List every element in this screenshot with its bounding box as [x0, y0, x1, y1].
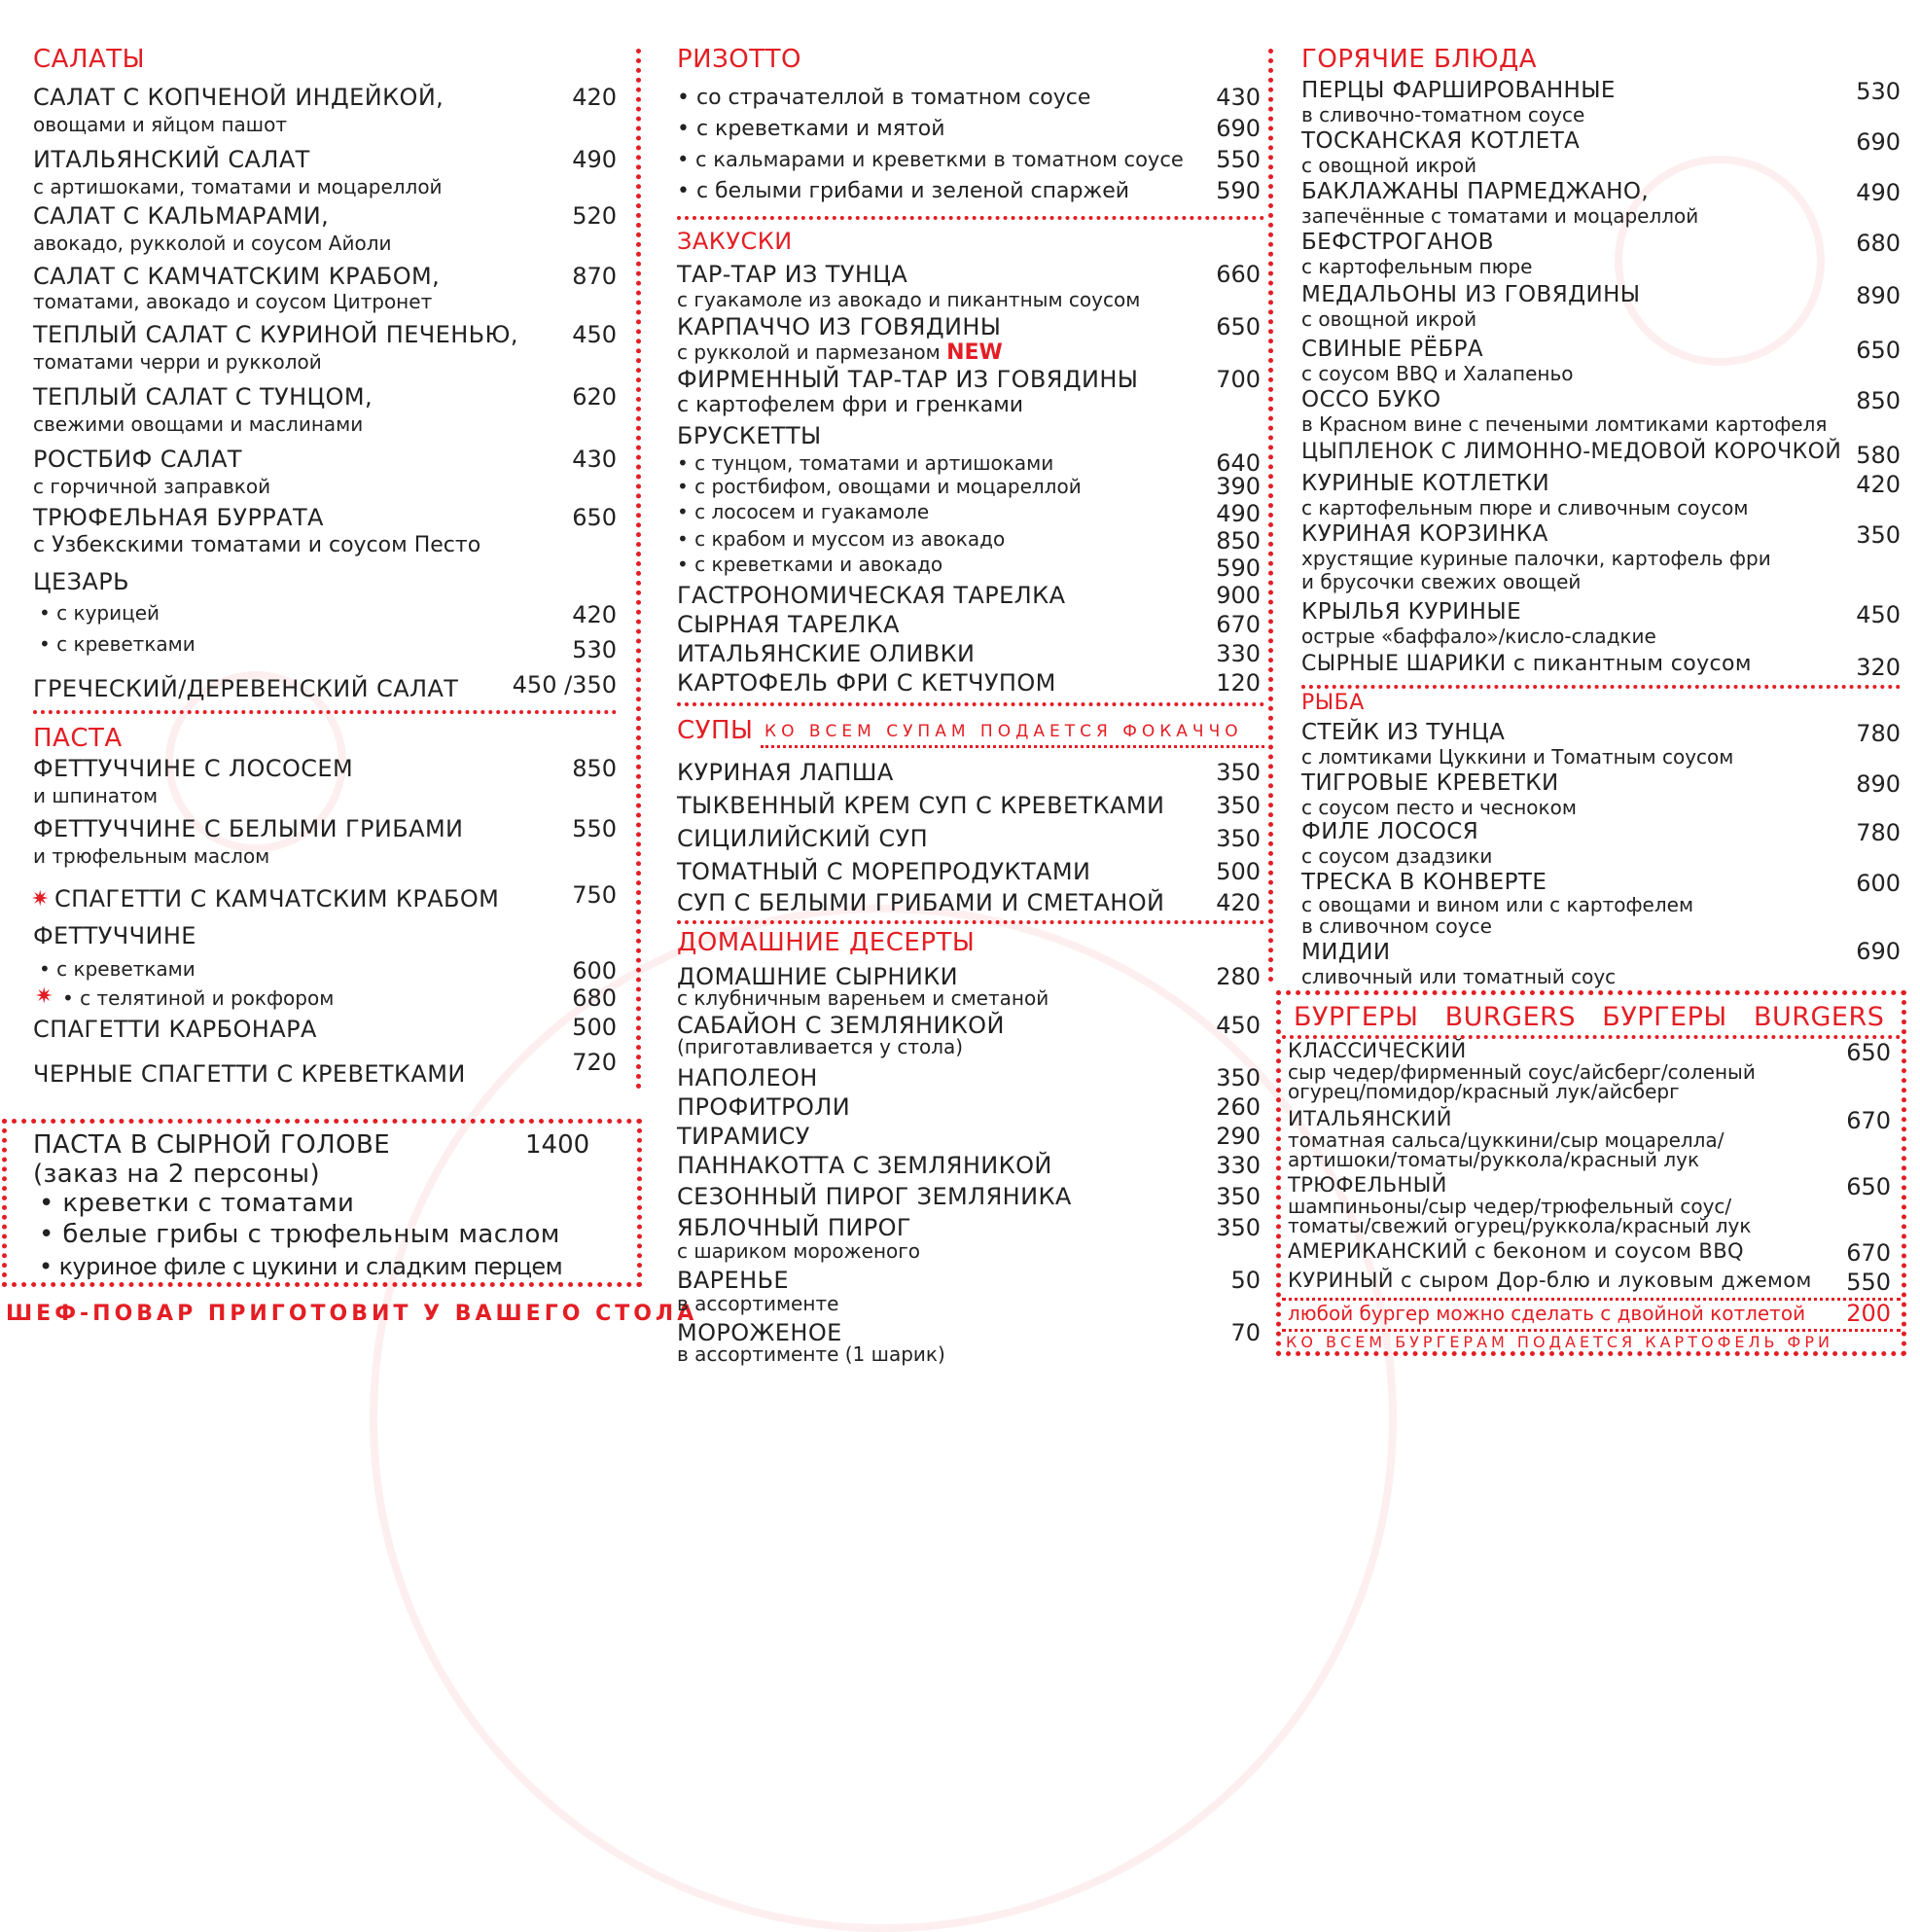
item-note: (заказ на 2 персоны)	[33, 1160, 321, 1189]
item-name: ГАСТРОНОМИЧЕСКАЯ ТАРЕЛКА	[677, 582, 1066, 609]
item-name: ЦЕЗАРЬ	[33, 568, 129, 595]
item-name: МОРОЖЕНОЕ	[677, 1319, 842, 1346]
item-description: и шпинатом	[33, 784, 159, 807]
item-name: НАПОЛЕОН	[677, 1064, 818, 1091]
item-price: 650	[1856, 337, 1901, 364]
item-description: с клубничным вареньем и сметаной	[677, 986, 1049, 1010]
item-price: 670	[1846, 1239, 1891, 1267]
item-price: 430	[1216, 84, 1261, 111]
item-price: 650	[1216, 313, 1261, 340]
item-price: 350	[1216, 792, 1261, 819]
item-price: 330	[1216, 1152, 1261, 1179]
item-price: 700	[1216, 366, 1261, 393]
item-name: СПАГЕТТИ КАРБОНАРА	[33, 1016, 317, 1043]
item-price: 290	[1216, 1123, 1261, 1150]
item-name: ПЕРЦЫ ФАРШИРОВАННЫЕ	[1301, 78, 1616, 103]
item-price: 650	[1846, 1039, 1891, 1066]
fries-note: КО ВСЕМ БУРГЕРАМ ПОДАЕТСЯ КАРТОФЕЛЬ ФРИ	[1286, 1333, 1833, 1351]
item-price: 280	[1216, 963, 1261, 990]
item-option: • куриное филе с цукини и сладким перцем	[39, 1253, 563, 1280]
item-name: КУРИНЫЕ КОТЛЕТКИ	[1301, 471, 1550, 496]
item-description: томаты/свежий огурец/руккола/красный лук	[1288, 1214, 1752, 1237]
item-name: ВАРЕНЬЕ	[677, 1267, 789, 1294]
item-price: 600	[572, 957, 617, 984]
item-price: 650	[1846, 1173, 1891, 1200]
item-name: СИЦИЛИЙСКИЙ СУП	[677, 825, 929, 852]
soups-note-divider	[761, 745, 1264, 748]
item-option: • с телятиной и рокфором	[62, 986, 335, 1010]
item-description: с горчичной заправкой	[33, 475, 271, 498]
item-name: ТИРАМИСУ	[677, 1123, 810, 1150]
item-description: сыр чедер/фирменный соус/айсберг/соленый	[1288, 1060, 1756, 1084]
item-name: КРЫЛЬЯ КУРИНЫЕ	[1301, 599, 1521, 625]
item-price: 720	[572, 1049, 617, 1076]
section-title-fish: РЫБА	[1301, 691, 1365, 715]
item-name: САЛАТ С КАМЧАТСКИМ КРАБОМ,	[33, 263, 441, 290]
section-divider	[33, 710, 617, 714]
item-name: ФЕТТУЧЧИНЕ	[33, 922, 196, 949]
list-item: • с кальмарами и креветкми в томатном соусе	[677, 148, 1184, 171]
item-price: 750	[572, 881, 617, 909]
list-item: • с ростбифом, овощами и моцареллой	[677, 475, 1082, 498]
item-description: овощами и яйцом пашот	[33, 113, 287, 136]
item-description: (приготавливается у стола)	[677, 1035, 964, 1058]
item-name: БАКЛАЖАНЫ ПАРМЕДЖАНО,	[1301, 179, 1650, 204]
item-name: СЕЗОННЫЙ ПИРОГ ЗЕМЛЯНИКА	[677, 1183, 1072, 1210]
item-description: с овощной икрой	[1301, 154, 1477, 177]
item-price: 690	[1856, 128, 1901, 156]
item-name: ИТАЛЬЯНСКИЕ ОЛИВКИ	[677, 640, 976, 667]
item-price: 450 /350	[512, 671, 617, 698]
item-name: ПРОФИТРОЛИ	[677, 1093, 851, 1121]
section-divider	[1282, 1298, 1901, 1301]
item-option: • с курицей	[39, 601, 160, 625]
item-price: 350	[1216, 1183, 1261, 1210]
item-option: • креветки с томатами	[39, 1189, 355, 1218]
item-name: ИТАЛЬЯНСКИЙ	[1288, 1107, 1452, 1130]
item-description: и трюфельным маслом	[33, 844, 270, 868]
item-name: КУРИНЫЙ с сыром Дор-блю и луковым джемом	[1288, 1269, 1812, 1292]
item-name: ФИЛЕ ЛОСОСЯ	[1301, 819, 1479, 844]
item-name: МЕДАЛЬОНЫ ИЗ ГОВЯДИНЫ	[1301, 282, 1641, 307]
item-price: 350	[1216, 1064, 1261, 1091]
item-price: 550	[572, 815, 617, 842]
item-description: огурец/помидор/красный лук/айсберг	[1288, 1080, 1680, 1103]
item-price: 350	[1216, 1214, 1261, 1241]
item-name: ТЕПЛЫЙ САЛАТ С КУРИНОЙ ПЕЧЕНЬЮ,	[33, 321, 518, 348]
item-description: с соусом BBQ и Халапеньо	[1301, 362, 1574, 385]
item-description: с гуакамоле из авокадо и пикантным соусом	[677, 288, 1141, 311]
signature-star-icon: ✷	[35, 984, 53, 1009]
item-price: 590	[1216, 177, 1261, 204]
subsection-title-bruschetta: БРУСКЕТТЫ	[677, 422, 822, 449]
item-price: 600	[1856, 870, 1901, 897]
item-description: томатами, авокадо и соусом Цитронет	[33, 290, 433, 313]
item-name: СВИНЫЕ РЁБРА	[1301, 337, 1484, 362]
item-price: 500	[1216, 858, 1261, 885]
item-price: 640	[1216, 449, 1261, 477]
item-price: 780	[1856, 720, 1901, 747]
item-name: ИТАЛЬЯНСКИЙ САЛАТ	[33, 146, 310, 173]
item-price: 850	[1856, 387, 1901, 414]
item-name: СТЕЙК ИЗ ТУНЦА	[1301, 720, 1506, 745]
section-title-pasta: ПАСТА	[33, 724, 123, 753]
section-title-desserts: ДОМАШНИЕ ДЕСЕРТЫ	[677, 928, 976, 957]
item-price: 670	[1216, 611, 1261, 638]
item-name: ТАР-ТАР ИЗ ТУНЦА	[677, 261, 908, 288]
item-name: СУП С БЕЛЫМИ ГРИБАМИ И СМЕТАНОЙ	[677, 889, 1165, 916]
list-item: • с крабом и муссом из авокадо	[677, 527, 1006, 551]
item-name: ТРЮФЕЛЬНАЯ БУРРАТА	[33, 504, 324, 531]
section-title-appetizers: ЗАКУСКИ	[677, 228, 793, 255]
list-item: • с лососем и гуакамоле	[677, 500, 930, 523]
item-description-text: с рукколой и пармезаном	[677, 340, 941, 364]
column-risotto-desserts	[640, 0, 1284, 1377]
item-price: 680	[572, 984, 617, 1012]
item-description: в ассортименте (1 шарик)	[677, 1342, 945, 1366]
item-description: в сливочно-томатном соусе	[1301, 103, 1585, 126]
item-price: 450	[1856, 601, 1901, 628]
list-item: • с креветками и авокадо	[677, 553, 943, 576]
item-price: 390	[1216, 473, 1261, 500]
item-price: 590	[1216, 555, 1261, 582]
item-name: ФЕТТУЧЧИНЕ С ЛОСОСЕМ	[33, 755, 354, 782]
item-name: САЛАТ С КОПЧЕНОЙ ИНДЕЙКОЙ,	[33, 84, 444, 111]
item-description: томатная сальса/цуккини/сыр моцарелла/	[1288, 1128, 1724, 1152]
item-price: 520	[572, 202, 617, 230]
item-price: 420	[1216, 889, 1261, 916]
item-option: • с креветками	[39, 957, 196, 981]
double-patty-note: любой бургер можно сделать с двойной котлетой	[1288, 1302, 1806, 1325]
list-item: • с белыми грибами и зеленой спаржей	[677, 179, 1130, 203]
item-price: 550	[1846, 1269, 1891, 1296]
item-name: ЦЫПЛЕНОК С ЛИМОННО-МЕДОВОЙ КОРОЧКОЙ	[1301, 440, 1842, 464]
item-name: СПАГЕТТИ С КАМЧАТСКИМ КРАБОМ	[54, 885, 500, 912]
item-price: 890	[1856, 770, 1901, 798]
item-price: 580	[1856, 442, 1901, 469]
item-description: в ассортименте	[677, 1292, 839, 1315]
item-price: 420	[572, 601, 617, 628]
section-divider	[1282, 1329, 1901, 1332]
item-price: 850	[1216, 527, 1261, 555]
item-description: сливочный или томатный соус	[1301, 965, 1617, 988]
item-price: 870	[572, 263, 617, 290]
item-option: • с креветками	[39, 632, 196, 656]
item-price: 120	[1216, 669, 1261, 697]
item-price: 850	[572, 755, 617, 782]
section-divider	[677, 216, 1264, 220]
item-name: ТИГРОВЫЕ КРЕВЕТКИ	[1301, 770, 1559, 796]
list-item: • со страчателлой в томатном соусе	[677, 86, 1091, 110]
item-name: ЯБЛОЧНЫЙ ПИРОГ	[677, 1214, 911, 1241]
item-name: БЕФСТРОГАНОВ	[1301, 230, 1494, 255]
list-item: • с тунцом, томатами и артишоками	[677, 451, 1054, 475]
chef-note: ШЕФ-ПОВАР ПРИГОТОВИТ У ВАШЕГО СТОЛА	[6, 1302, 698, 1326]
item-name: ФЕТТУЧЧИНЕ С БЕЛЫМИ ГРИБАМИ	[33, 815, 464, 842]
item-price: 450	[572, 321, 617, 348]
section-divider	[1301, 685, 1901, 689]
item-price: 1400	[525, 1130, 590, 1160]
item-name: ПАСТА В СЫРНОЙ ГОЛОВЕ	[33, 1130, 391, 1160]
item-name: ТРЕСКА В КОНВЕРТЕ	[1301, 870, 1547, 895]
item-name: МИДИИ	[1301, 940, 1391, 965]
item-description: с овощами и вином или с картофелем	[1301, 893, 1694, 916]
item-price: 530	[1856, 78, 1901, 105]
item-name: САБАЙОН С ЗЕМЛЯНИКОЙ	[677, 1012, 1005, 1039]
soups-note: КО ВСЕМ СУПАМ ПОДАЕТСЯ ФОКАЧЧО	[764, 722, 1243, 741]
item-price: 490	[1216, 500, 1261, 527]
item-description: с овощной икрой	[1301, 307, 1477, 331]
list-item: • с креветками и мятой	[677, 117, 945, 141]
item-name: ЧЕРНЫЕ СПАГЕТТИ С КРЕВЕТКАМИ	[33, 1060, 466, 1088]
item-description: с картофельным пюре	[1301, 255, 1533, 278]
item-name: ДОМАШНИЕ СЫРНИКИ	[677, 963, 959, 990]
item-name: ФИРМЕННЫЙ ТАР-ТАР ИЗ ГОВЯДИНЫ	[677, 366, 1139, 393]
new-badge: NEW	[946, 340, 1003, 365]
item-description: и брусочки свежих овощей	[1301, 570, 1582, 593]
item-price: 690	[1856, 938, 1901, 965]
item-price: 350	[1216, 825, 1261, 852]
item-name: АМЕРИКАНСКИЙ с беконом и соусом BBQ	[1288, 1239, 1744, 1263]
item-name: ТОМАТНЫЙ С МОРЕПРОДУКТАМИ	[677, 858, 1091, 885]
section-title-burgers: БУРГЕРЫ BURGERS БУРГЕРЫ BURGERS	[1294, 1002, 1885, 1032]
item-description: с артишоками, томатами и моцареллой	[33, 175, 443, 198]
item-name: ОССО БУКО	[1301, 387, 1441, 412]
item-price: 780	[1856, 819, 1901, 846]
item-price: 70	[1230, 1319, 1261, 1346]
item-description: с соусом дзадзики	[1301, 844, 1493, 868]
item-price: 420	[1856, 471, 1901, 498]
section-divider	[677, 702, 1264, 706]
section-divider	[677, 920, 1264, 924]
item-price: 350	[1216, 759, 1261, 786]
item-price: 350	[1856, 521, 1901, 549]
item-name: СЫРНЫЕ ШАРИКИ с пикантным соусом	[1301, 652, 1752, 676]
item-description: запечённые с томатами и моцареллой	[1301, 204, 1699, 228]
item-description: свежими овощами и маслинами	[33, 412, 364, 436]
item-name: ТЕПЛЫЙ САЛАТ С ТУНЦОМ,	[33, 383, 373, 411]
item-name: ТРЮФЕЛЬНЫЙ	[1288, 1173, 1447, 1197]
item-name: САЛАТ С КАЛЬМАРАМИ,	[33, 202, 330, 230]
item-price: 260	[1216, 1093, 1261, 1121]
item-name: КАРТОФЕЛЬ ФРИ С КЕТЧУПОМ	[677, 669, 1056, 697]
item-description: с Узбекскими томатами и соусом Песто	[33, 533, 481, 557]
section-title-risotto: РИЗОТТО	[677, 45, 801, 74]
item-price: 890	[1856, 282, 1901, 309]
item-description: с картофельным пюре и сливочным соусом	[1301, 496, 1749, 519]
section-title-salads: САЛАТЫ	[33, 45, 146, 74]
item-name: ПАННАКОТТА С ЗЕМЛЯНИКОЙ	[677, 1152, 1052, 1179]
item-description: с картофелем фри и гренками	[677, 393, 1024, 417]
item-price: 430	[572, 446, 617, 473]
item-description: с соусом песто и чесноком	[1301, 796, 1577, 819]
item-price: 530	[572, 636, 617, 663]
item-price: 490	[572, 146, 617, 173]
item-name: ТЫКВЕННЫЙ КРЕМ СУП С КРЕВЕТКАМИ	[677, 792, 1165, 819]
item-price: 50	[1230, 1267, 1261, 1294]
item-description: острые «баффало»/кисло-сладкие	[1301, 625, 1656, 648]
item-price: 500	[572, 1014, 617, 1041]
item-price: 620	[572, 383, 617, 411]
item-price: 420	[572, 84, 617, 111]
item-description: с ломтиками Цуккини и Томатным соусом	[1301, 745, 1734, 769]
item-name: КЛАССИЧЕСКИЙ	[1288, 1039, 1467, 1062]
signature-star-icon: ✷	[31, 887, 50, 912]
item-price: 680	[1856, 230, 1901, 257]
item-name: РОСТБИФ САЛАТ	[33, 446, 242, 473]
item-price: 900	[1216, 582, 1261, 609]
item-description: томатами черри и рукколой	[33, 350, 322, 374]
item-price: 670	[1846, 1107, 1891, 1134]
item-name: КАРПАЧЧО ИЗ ГОВЯДИНЫ	[677, 313, 1002, 340]
item-description: шампиньоны/сыр чедер/трюфельный соус/	[1288, 1195, 1732, 1218]
item-price: 650	[572, 504, 617, 531]
item-description: в Красном вине с печеными ломтиками картофеля	[1301, 412, 1828, 436]
item-price: 690	[1216, 115, 1261, 142]
item-name: ГРЕЧЕСКИЙ/ДЕРЕВЕНСКИЙ САЛАТ	[33, 675, 459, 702]
item-price: 490	[1856, 179, 1901, 206]
item-price: 660	[1216, 261, 1261, 288]
item-description: с шариком мороженого	[677, 1239, 920, 1263]
item-option: • белые грибы с трюфельным маслом	[39, 1220, 560, 1249]
double-patty-price: 200	[1846, 1300, 1891, 1327]
item-description: артишоки/томаты/руккола/красный лук	[1288, 1148, 1700, 1171]
item-description: хрустящие куриные палочки, картофель фри	[1301, 547, 1771, 570]
item-name: КУРИНАЯ КОРЗИНКА	[1301, 521, 1548, 547]
item-price: 330	[1216, 640, 1261, 667]
item-name: КУРИНАЯ ЛАПША	[677, 759, 894, 786]
item-price: 450	[1216, 1012, 1261, 1039]
item-name: СЫРНАЯ ТАРЕЛКА	[677, 611, 900, 638]
item-description: авокадо, рукколой и соусом Айоли	[33, 232, 392, 255]
item-description	[677, 340, 1003, 365]
section-title-hot-dishes: ГОРЯЧИЕ БЛЮДА	[1301, 45, 1538, 74]
item-price: 550	[1216, 146, 1261, 173]
item-description: в сливочном соусе	[1301, 914, 1492, 938]
item-price: 320	[1856, 654, 1901, 681]
section-title-soups: СУПЫ	[677, 716, 754, 745]
item-name: ТОСКАНСКАЯ КОТЛЕТА	[1301, 128, 1581, 154]
